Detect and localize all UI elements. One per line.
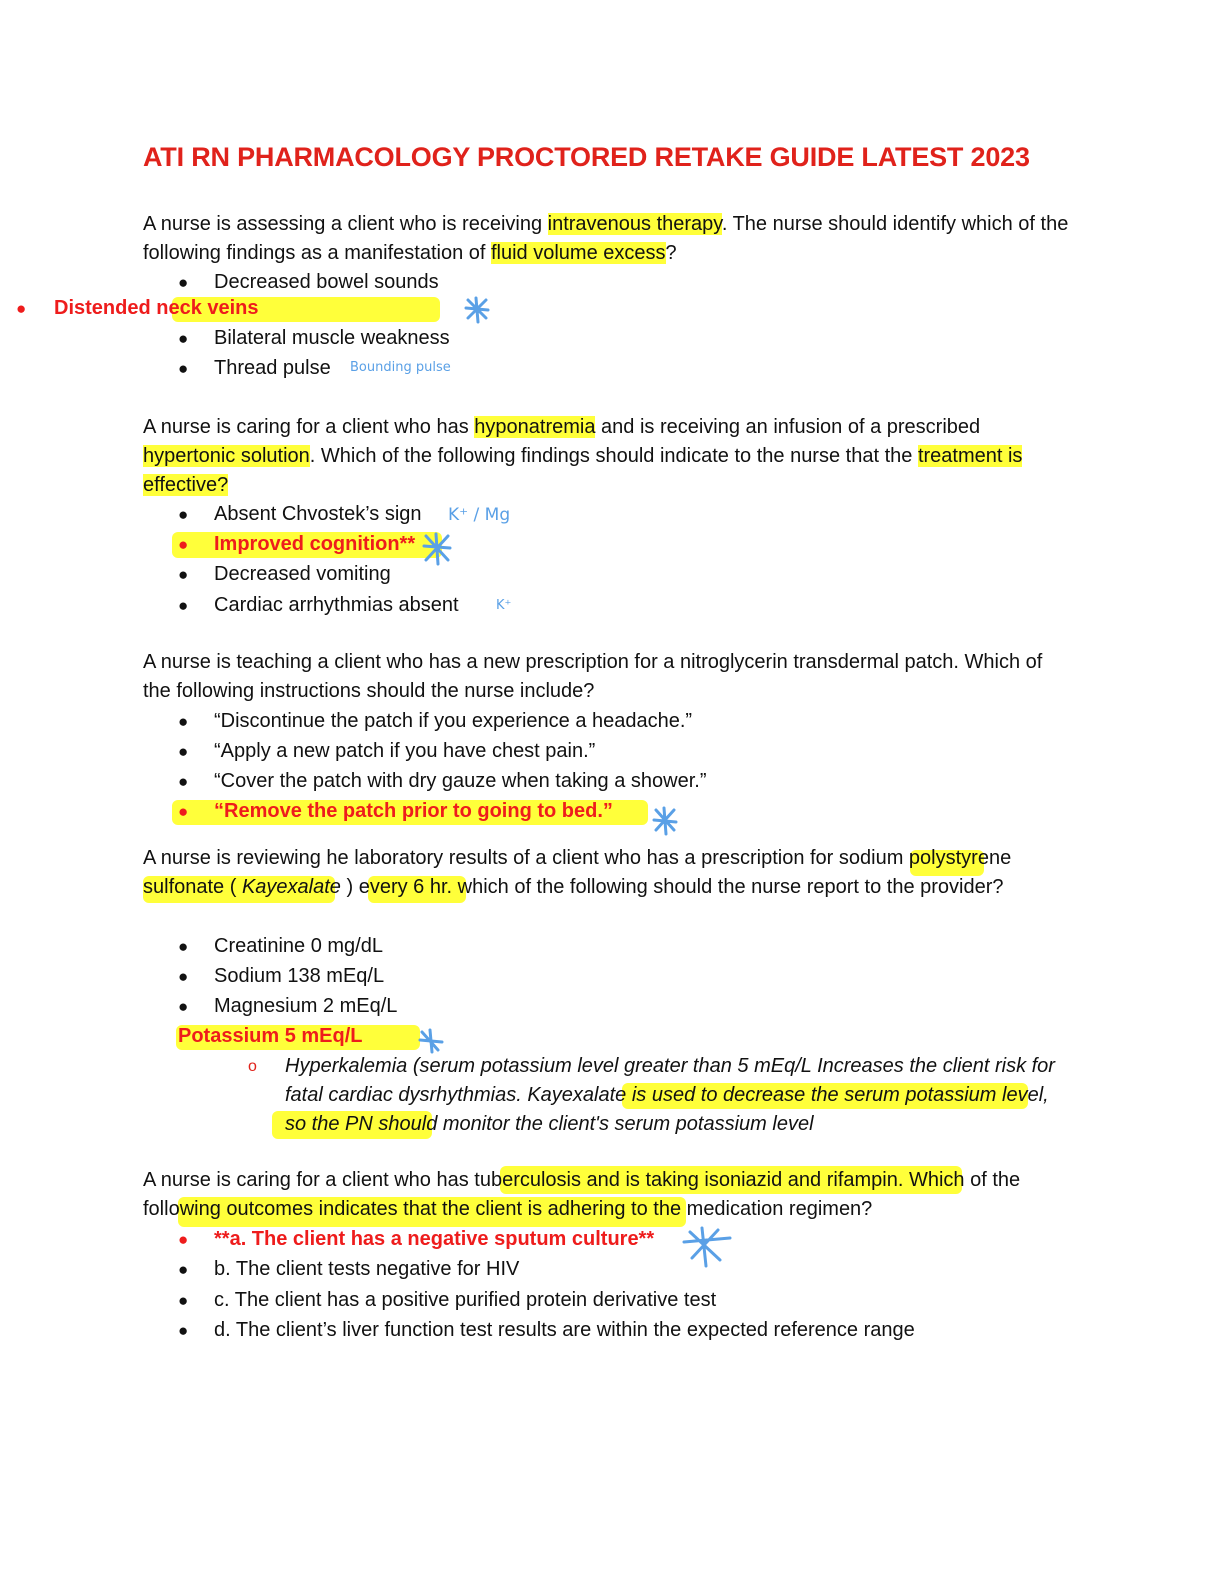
q1-option-2-answer: Distended neck veins [54,297,259,319]
question-5-stem [143,1166,1073,1224]
pen-star-mark [680,1226,734,1268]
bullet: ● [178,505,189,524]
q4-option-3: Magnesium 2 mEq/L [214,995,398,1017]
q4-explanation-text: Hyperkalemia (serum potassium level greater than 5 mEq/L Increases the client risk for fatal cardiac dysrhythmias. [285,1055,1055,1106]
answer-bullet: ● [178,1230,189,1249]
q2-highlight-3: treatment is effective? [143,445,1023,496]
q1-option-4: Thread pulse [214,357,331,379]
bullet: ● [178,1321,189,1340]
q4-highlight-1: sodium polystyrene sulfonate [143,847,1012,898]
document-title: ATI RN PHARMACOLOGY PROCTORED RETAKE GUIDE LATEST 2023 [143,142,1030,172]
q2-text: A nurse is caring for a client who has [143,416,475,438]
q5-option-b: b. The client tests negative for HIV [214,1258,520,1280]
q1-text: A nurse is assessing a client who is receiving [143,213,548,235]
q4-text: ) every 6 hr. which of the following should the nurse report to the provider? [340,876,1004,898]
bullet: ● [178,742,189,761]
question-4-stem [143,844,1073,902]
q1-option-1: Decreased bowel sounds [214,271,439,293]
q1-text: . The nurse should identify which of the following findings as a manifestation of [143,213,1069,264]
q2-option-1: Absent Chvostek’s sign [214,503,422,525]
q5-highlight-1: tuberculosis and is taking isoniazid and rifampin [474,1169,898,1191]
q4-text: ( [224,876,242,898]
q2-text: . Which of the following findings should indicate to the nurse that the [309,445,918,467]
question-3-stem [143,648,1073,706]
q3-option-1: “Discontinue the patch if you experience a headache.” [214,710,693,732]
bullet: ● [178,937,189,956]
q3-text: A nurse is teaching a client who has a new prescription for a nitroglycerin transdermal patch. Which of the following instructions should the nurse include? [143,651,1043,702]
bullet: ● [178,565,189,584]
q4-option-1: Creatinine 0 mg/dL [214,935,383,957]
pen-star-mark [650,806,680,836]
bullet: ● [178,329,189,348]
pen-star-mark [420,532,454,566]
q2-highlight-1: hyponatremia [474,416,596,438]
pen-star-mark [460,294,494,324]
q1-text: ? [665,242,677,264]
q4-explanation-text: , so the PN should monitor the client's serum potassium level [285,1084,1049,1135]
q2-option-4: Cardiac arrhythmias absent [214,594,459,616]
q5-text: A nurse is caring for a client who has [143,1169,475,1191]
bullet: ● [178,1291,189,1310]
q5-option-a-answer: **a. The client has a negative sputum culture** [214,1228,655,1250]
bullet: ● [178,712,189,731]
q2-text: and is receiving an infusion of a prescribed [595,416,981,438]
q4-option-4-answer: Potassium 5 mEq/L [178,1025,363,1047]
q4-option-2: Sodium 138 mEq/L [214,965,385,987]
q2-option-2-answer: Improved cognition** [214,533,416,555]
bullet: ● [178,596,189,615]
bullet: ● [178,1260,189,1279]
question-2-stem [143,413,1073,500]
q2-highlight-2: hypertonic solution [143,445,310,467]
q5-text: . Which of the following outcomes indicates that the client is adhering to the medication regimen? [143,1169,1021,1220]
q4-explanation [285,1052,1065,1139]
q4-highlight-2: Kayexalate [241,876,341,898]
bullet: ● [178,997,189,1016]
answer-bullet: ● [178,802,189,821]
q2-option-3: Decreased vomiting [214,563,391,585]
bullet: ● [178,359,189,378]
q4-text: A nurse is reviewing he laboratory results of a client who has a prescription for [143,847,839,869]
handwritten-note: Bounding pulse [350,360,451,375]
q3-option-4-answer: “Remove the patch prior to going to bed.” [214,800,613,822]
handwritten-note: K⁺ [496,598,512,613]
q1-highlight-2: fluid volume excess [490,242,666,264]
q3-option-2: “Apply a new patch if you have chest pain.” [214,740,596,762]
bullet: ● [178,273,189,292]
answer-bullet: ● [178,535,189,554]
q5-option-c: c. The client has a positive purified protein derivative test [214,1289,717,1311]
q1-highlight-1: intravenous therapy [547,213,722,235]
answer-bullet: ● [16,299,27,318]
q3-option-3: “Cover the patch with dry gauze when taking a shower.” [214,770,707,792]
bullet: ● [178,772,189,791]
question-1-stem [143,210,1073,268]
q1-option-3: Bilateral muscle weakness [214,327,450,349]
pen-star-mark [416,1028,446,1054]
q4-explanation-highlight: Kayexalate is used to decrease the serum potassium level [527,1084,1044,1106]
bullet: ● [178,967,189,986]
handwritten-note: K⁺ / Mg [448,505,511,525]
ring-bullet: o [248,1058,257,1075]
q5-option-d: d. The client’s liver function test results are within the expected reference range [214,1319,915,1341]
